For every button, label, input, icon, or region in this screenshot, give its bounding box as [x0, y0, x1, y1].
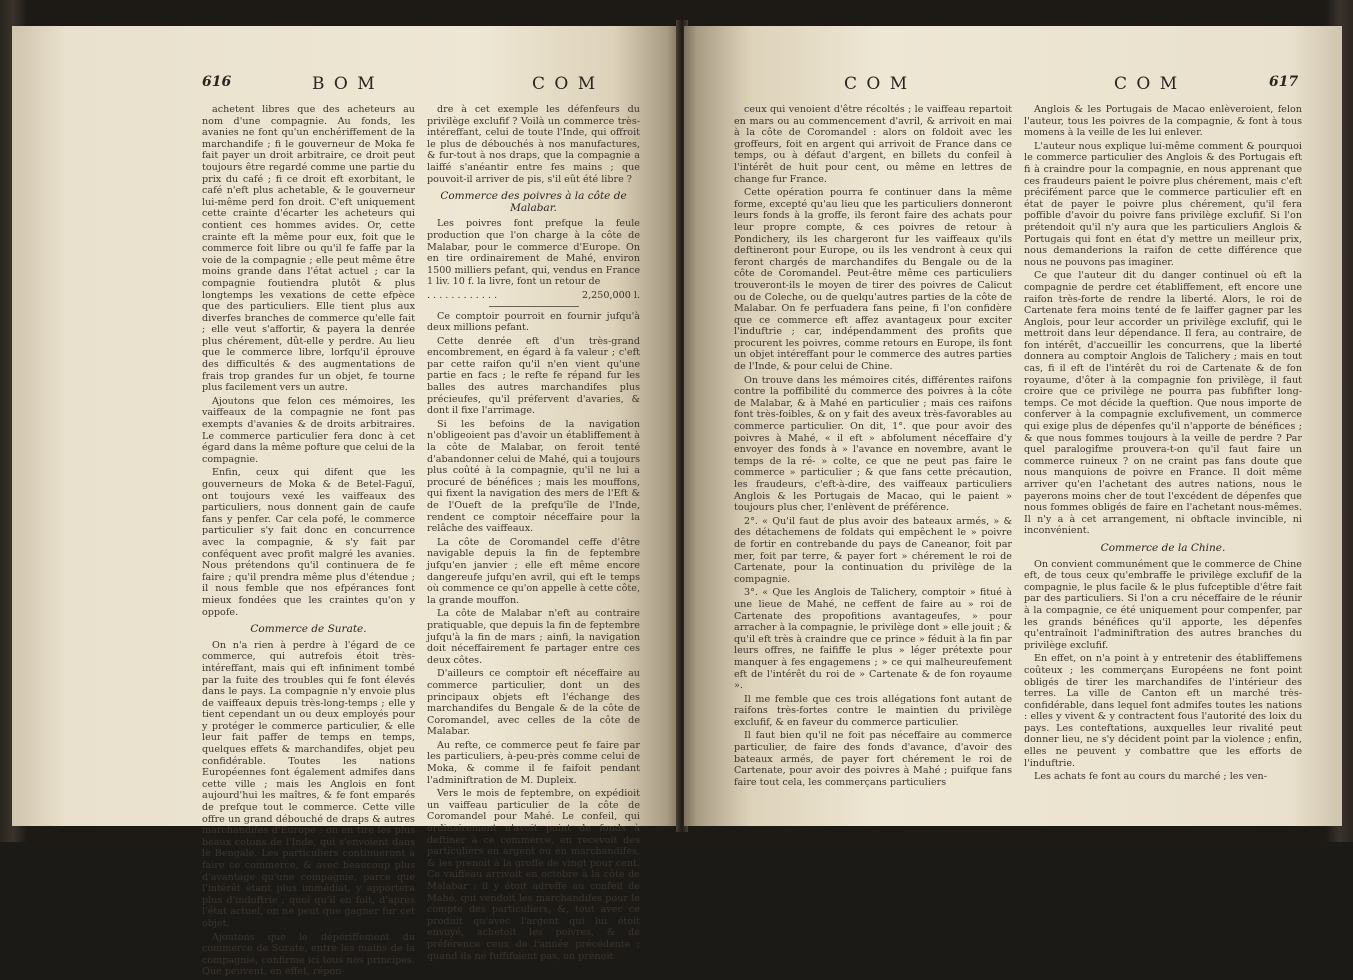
section-heading: Commerce de la Chine. — [1100, 541, 1226, 554]
left-page — [12, 26, 680, 978]
left-column-1 — [202, 104, 415, 980]
paragraph: L'auteur nous explique lui-même comment & pourquoi le commerce particulier des Anglois & des Portugais eft fi à craindre pour la compagnie, en nous apprenant que ces fraudeurs paient le poivre plus chérement, mais c'eft précifément parce que le commerce particulier eft en état de payer le poivre plus chérement, qu'il fera poffible d'avoir du poivre fans privilège exclufif. Si l'on prétendoit qu'il n'y aura que les particuliers Anglois & Portugais qui font en état d'y mettre un meilleur prix, nous demanderions la raifon de cette différence que nous ne pouvons pas imaginer. — [1024, 140, 1302, 268]
left-page-number: 616 — [202, 74, 232, 90]
paragraph: Ajoutons que le dépériffement du commerce de Surate, entre les mains de la compagnie, confirme ici tous nos principes. Que peuvent, en effet, répon- — [202, 931, 415, 978]
paragraph: Les poivres font prefque la feule production que l'on charge à la côte de Malabar, pour le commerce d'Europe. On en tire ordinairement de Mahé, environ 1500 milliers pefant, qui, vendus en France 1 liv. 10 f. la livre, font un retour de — [427, 218, 640, 288]
left-running-head: B O M — [312, 74, 377, 94]
right-running-head: C O M — [1114, 74, 1180, 94]
right-page — [684, 26, 1342, 826]
paragraph: Ce comptoir pourroit en fournir jufqu'à deux millions pefant. — [427, 310, 640, 334]
left-running-head-right: C O M — [532, 74, 598, 94]
right-column-1 — [734, 104, 1012, 790]
paragraph: Cette denrée eft d'un très-grand encombrement, en égard à fa valeur ; c'eft par cette raifon qu'il n'en vient qu'une partie en facs ; le refte fe répand fur les balles des autres marchandifes plus précieufes, qu'il préfervent d'avaries, & dont il fixe l'arrimage. — [427, 335, 640, 417]
right-column-2 — [1024, 104, 1302, 790]
paragraph: Si les befoins de la navigation n'obligeoient pas d'avoir un établiffement à la côte de Malabar, on feroit tenté d'abandonner celui de Mahé, qui a toujours plus coûté à la compagnie, qu'il ne lui a procuré de bénéfices ; mais les mouffons, qui fixent la navigation des mers de l'Eft & de l'Oueft de la prefqu'île de l'Inde, rendent ce comptoir néceffaire pour la relâche des vaiffeaux. — [427, 418, 640, 535]
paragraph: Il faut bien qu'il ne foit pas néceffaire au commerce particulier, de faire des fonds d'avance, d'avoir des bateaux armés, de payer fort chérement le roi de Cartenate, pour avoir des poivres à Mahé ; puifque fans faire tout cela, les commerçans particuliers — [734, 730, 1012, 788]
paragraph: Au refte, ce commerce peut fe faire par les particuliers, à-peu-près comme celui de Moka, & comme il fe faifoit pendant l'adminiftration de M. Dupleix. — [427, 739, 640, 786]
right-columns — [734, 104, 1302, 790]
section-heading: Commerce de Surate. — [250, 623, 367, 636]
paragraph: Anglois & les Portugais de Macao enlèveroient, felon l'auteur, tous les poivres de la compagnie, & font à tous momens à la veille de les lui enlever. — [1024, 104, 1302, 139]
paragraph: ceux qui venoient d'être récoltés ; le vaiffeau repartoit en mars ou au commencement d'avril, & arrivoit en mai à la côte de Coromandel : alors on foldoit avec les groffeurs, foit en argent qui arrivoit de France dans ce temps, ou à défaut d'argent, en billets du confeil à l'intérêt de huit pour cent, ou même en lettres de change fur France. — [734, 104, 1012, 185]
left-columns — [202, 104, 640, 980]
paragraph: Les achats fe font au cours du marché ; les ven- — [1034, 771, 1267, 783]
paragraph: On n'a rien à perdre à l'égard de ce commerce, qui autrefois étoit très-intéreffant, mais qui eft infiniment tombé par la fuite des troubles qui fe font élevés dans le pays. La compagnie n'y envoie plus de vaiffeaux depuis très-long-temps ; elle y tient cependant un ou deux employés pour y protéger le commerce particulier, & elle leur fait paffer de temps en temps, quelques effets & marchandifes, objet peu confidérable. Toutes les nations Européennes font également admifes dans cette ville ; mais les Anglois en font aujourd'hui les maîtres, & fe font emparés de prefque tout le commerce. Cette ville offre un grand débouché de draps & autres marchandifes d'Europe : on en tire les plus beaux cotons de l'Inde, qui s'envoient dans le Bengale. Les particuliers continueront à faire ce commerce, & avec beaucoup plus d'avantage qu'une compagnie, parce que l'intérêt étant plus immédiat, y apportera plus d'induftrie ; quoi qu'il en foit, d'après l'état actuel, on ne peut que gagner fur cet objet. — [202, 639, 415, 929]
paragraph: Enfin, ceux qui difent que les gouverneurs de Moka & de Betel-Faguï, ont toujours vexé les vaiffeaux des particuliers, nous donnent gain de caufe fans y penfer. Car cela pofé, le commerce particulier s'y fait donc en concurrence avec la compagnie, & s'y fait par conféquent avec profit malgré les avanies. Nous prétendons qu'il continuera de fe faire ; qu'il prendra même plus d'étendue ; il nous femble que nos efpérances font mieux fondées que les craintes qu'on y oppofe. — [202, 467, 415, 618]
paragraph: achetent libres que des acheteurs au nom d'une compagnie. Au fonds, les avanies ne font qu'un enchériffement de la marchandife ; fi le gouverneur de Moka fe fait payer un droit arbitraire, ce droit peut toujours être regardé comme une partie du prix du café ; fi ce droit eft exorbitant, le café n'eft plus achetable, & le gouverneur lui-même perd fon droit. C'eft uniquement cette crainte d'écarter les acheteurs qui contient ces hommes avides. Or, cette crainte eft la même pour eux, foit que le commerce foit libre ou qu'il fe faffe par la voie de la compagnie ; elle peut même être moins grande dans l'état actuel ; car la compagnie foutiendra plutôt & plus longtemps les vexations de cette efpèce que des particuliers. Elle tient plus aux diverfes branches de commerce qu'elle fait ; elle veut s'affortir, & payera la denrée plus chérement, dût-elle y perdre. Au lieu que le commerce libre, lorfqu'il éprouve des difficultés & des augmentations de frais trop grandes fur un objet, fe tourne plus facilement vers un autre. — [202, 104, 415, 394]
divider — [489, 306, 579, 307]
paragraph: Vers le mois de feptembre, on expédioit un vaiffeau particulier de la côte de Coromandel pour Mahé. Le confeil, qui ordinairement n'avoit point de fonds à deftiner à ce commerce, en recevoit des particuliers en argent ou en marchandifes, & les prenoit à la groffe de vingt pour cent. Ce vaiffeau arrivoit en octobre à la côte de Malabar ; il y étoit adreffé au confeil de Mahé, qui vendoit les marchandifes pour le compte des particuliers, &, tout avec ce produit qu'avec l'argent qui lui étoit envoyé, achetoit les poivres, & de préférence ceux de l'année précédente ; quand ils ne fuffifoient pas, on prenoit — [427, 788, 640, 962]
left-column-2 — [427, 104, 640, 980]
total-line — [427, 290, 640, 302]
paragraph: 2°. « Qu'il faut de plus avoir des bateaux armés, » & des détachemens de foldats qui empêchent le » poivre de fortir en contrebande du pays de Caneanor, foit par mer, foit par terre, & payer fort » chérement le roi de Cartenate, pour la continuation du privilège de la compagnie. — [734, 515, 1012, 585]
paragraph: 3°. « Que les Anglois de Talichery, comptoir » fitué à une lieue de Mahé, ne ceffent de faire au » roi de Cartenate des propofitions avantageufes, » pour arracher à la compagnie, le privilège dont » elle jouit ; & qu'il eft très à craindre que ce prince » féduit à la fin par leurs offres, ne faififfe le plus » léger prétexte pour manquer à fes engagemens ; » ce qui malheureufement eft de l'intérêt du roi de » Cartenate & de fon royaume ». — [734, 587, 1012, 692]
paragraph: Ce que l'auteur dit du danger continuel où eft la compagnie de perdre cet établiffement, eft encore une raifon très-forte de rendre la liberté. Alors, le roi de Cartenate fera moins tenté de fe laiffer gagner par les Anglois, pour leur accorder un privilège exclufif, qui le mettroit dans leur dépendance. Il fera, au contraire, de fon intérêt, d'accueillir les concurrens, que la liberté donnera au comptoir Anglois de Talichery ; mais en tout cas, fi il eft de l'intérêt du roi de Cartenate & de fon royaume, d'ôter à la compagnie fon privilège, il faut croire que ce privilège ne pourra pas fubfifter long-temps. Ce mot décide la queftion. Que nous importe de conferver à la compagnie exclufivement, un commerce qui exige plus de dépenfes qu'il n'apporte de bénéfices ; & que nous fommes toujours à la veille de perdre ? Par quel paralogifme prouvera-t-on qu'il faut faire un commerce ruineux ? on ne craint pas fans doute que nous manquions de poivre en France. Il doit même arriver qu'en l'achetant des autres nations, nous le payerons moins cher de tout l'excédent de dépenfes que nous fommes obligés de faire en l'achetant nous-mêmes. Il n'y a à cet arrangement, ni obftacle invincible, ni inconvénient. — [1024, 270, 1302, 537]
paragraph: Cette opération pourra fe continuer dans la même forme, excepté qu'au lieu que les particuliers donneront leurs fonds à la groffe, ils feront faire des achats pour leur propre compte, & ces poivres de retour à Pondichery, ils les chargeront fur les vaiffeaux qu'ils deftineront pour Europe, ou ils les vendront à ceux qui feront chargés de marchandifes du Bengale ou de la côte de Coromandel. Peut-être même ces particuliers trouveront-ils le moyen de tirer des poivres de Calicut ou de Coleche, ou de quelqu'autres parties de la côte de Malabar. On fe perfuadera fans peine, fi l'on confidère que ce commerce eft affez avantageux pour exciter l'induftrie ; car, indépendamment des profits que procurent les poivres, comme retours en Europe, ils font un objet intéreffant pour le commerce des autres parties de l'Inde, & pour celui de Chine. — [734, 187, 1012, 373]
paragraph: Ajoutons que felon ces mémoires, les vaiffeaux de la compagnie ne font pas exempts d'avanies & de droits arbitraires. Le commerce particulier fera donc à cet égard dans la même pofture que celui de la compagnie. — [202, 395, 415, 465]
paragraph: En effet, on n'a point à y entretenir des établiffemens coûteux ; les commerçans Européens ne font point obligés de tirer les marchandifes de l'intérieur des terres. La ville de Canton eft un marché très-confidérable, dans lequel font admifes toutes les nations : elles y vivent & y contractent fous l'autorité des loix du pays. Les conteftations, auxquelles leur rivalité peut donner lieu, ne s'y décident point par la violence ; enfin, elles ne peuvent y combattre que les efforts de l'induftrie. — [1024, 653, 1302, 769]
right-running-head-left: C O M — [844, 74, 910, 94]
section-heading: Commerce des poivres à la côte de Malabar. — [440, 190, 627, 214]
paragraph: La côte de Coromandel ceffe d'être navigable depuis la fin de feptembre jufqu'en janvier ; elle eft même encore dangereufe jufqu'en avril, qui eft le temps où commence ce qu'on appelle à cette côte, la grande mouffon. — [427, 536, 640, 606]
total-leader: . . . . . . . . . . . . — [427, 289, 498, 301]
paragraph: Il me femble que ces trois allégations font autant de raifons très-fortes contre le maintien du privilège exclufif, & en faveur du commerce particulier. — [734, 693, 1012, 728]
paragraph: dre à cet exemple les défenfeurs du privilège exclufif ? Voilà un commerce très-intéreffant, celui de toute l'Inde, qui offroit le plus de débouchés à nos manufactures, & fur-tout à nos draps, que la compagnie a laiffé s'anéantir entre fes mains ; que pouvoit-il arriver de pis, s'il eût été libre ? — [427, 104, 640, 185]
paragraph: D'ailleurs ce comptoir eft néceffaire au commerce particulier, dont un des principaux objets eft l'échange des marchandifes du Bengale & de la côte de Coromandel, avec celles de la côte de Malabar. — [427, 668, 640, 738]
paragraph: On trouve dans les mémoires cités, différentes raifons contre la poffibilité du commerce des poivres à la côte de Malabar, & à Mahé en particulier ; mais ces raifons font très-foibles, & on y fait des aveux très-favorables au commerce particulier. On dit, 1°. que pour avoir des poivres à Mahé, « il eft » abfolument néceffaire d'y envoyer des fonds à » l'avance en novembre, avant le temps de la ré- » colte, ce que ne peut pas faire le commerce » particulier ; & que fans cette précaution, les fraudeurs, c'eft-à-dire, des vaiffeaux particuliers Anglois & les Portugais de Macao, qui le paient » toujours plus cher, l'enlèvent de préférence. — [734, 374, 1012, 514]
paragraph: La côte de Malabar n'eft au contraire pratiquable, que depuis la fin de feptembre jufqu'à la fin de mars ; ainfi, la navigation doit néceffairement fe partager entre ces deux côtes. — [427, 608, 640, 666]
right-page-number: 617 — [1269, 74, 1299, 90]
paragraph: On convient communément que le commerce de Chine eft, de tous ceux qu'embraffe le privilège exclufif de la compagnie, le plus facile & le plus fufceptible d'être fait par des particuliers. Si l'on a cru néceffaire de le réunir à la compagnie, ce été uniquement pour compenfer, par les grands bénéfices qu'il apporte, les dépenfes qu'entraînoit l'adminiftration des autres branches du privilège exclufif. — [1024, 558, 1302, 651]
total-value: 2,250,000 l. — [582, 289, 640, 301]
